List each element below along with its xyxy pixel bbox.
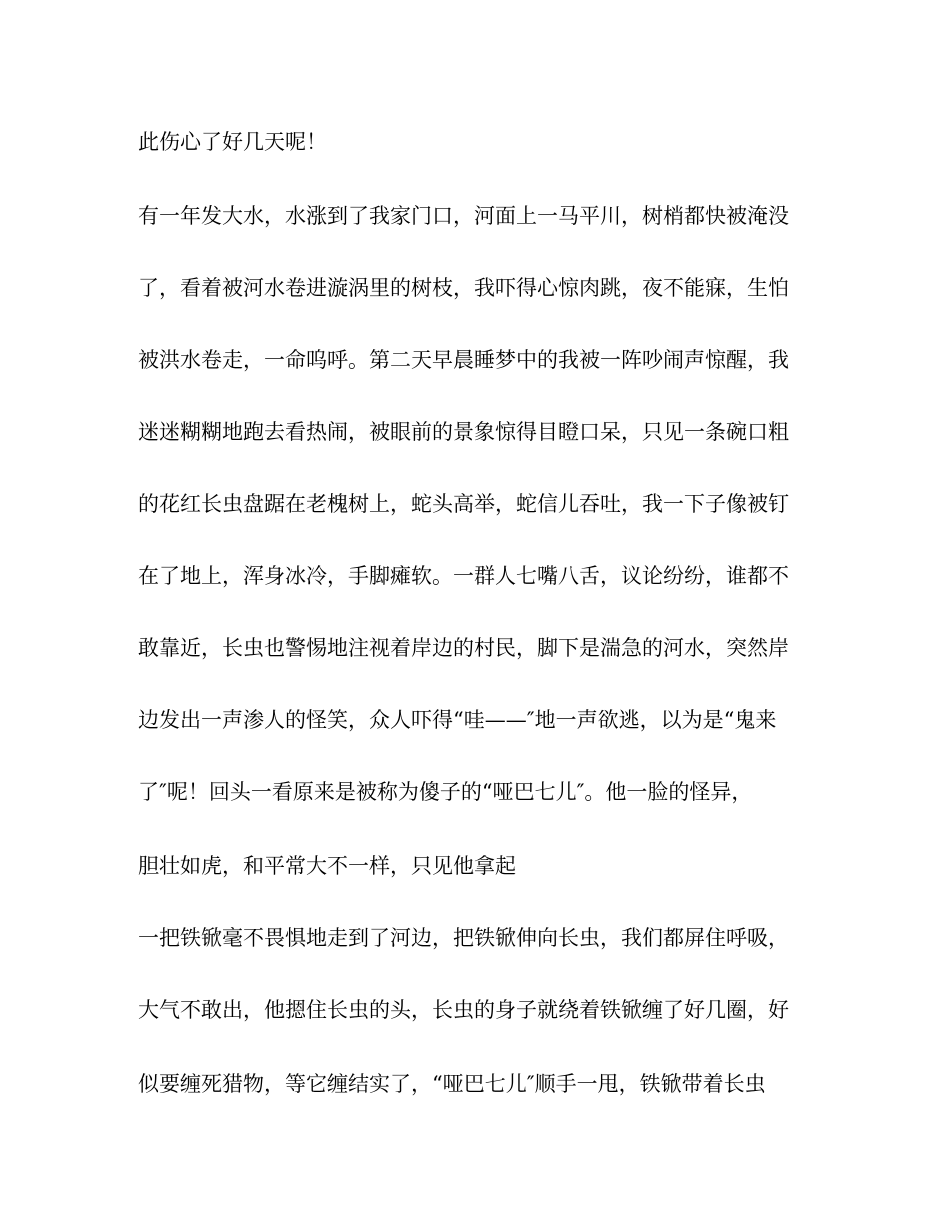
text-line: 的花红长虫盘踞在老槐树上，蛇头高举，蛇信儿吞吐，我一下子像被钉 bbox=[138, 492, 789, 516]
text-line: 此伤心了好几天呢！ bbox=[138, 130, 327, 154]
text-line: 迷迷糊糊地跑去看热闹，被眼前的景象惊得目瞪口呆，只见一条碗口粗 bbox=[138, 420, 789, 444]
text-line: 了，看着被河水卷进漩涡里的树枝，我吓得心惊肉跳，夜不能寐，生怕 bbox=[138, 276, 789, 300]
text-line: 了″呢！回头一看原来是被称为傻子的“哑巴七儿″。他一脸的怪异， bbox=[138, 780, 753, 804]
text-line: 似要缠死猎物，等它缠结实了，“哑巴七儿″顺手一甩，铁锨带着长虫 bbox=[138, 1072, 766, 1096]
text-line: 胆壮如虎，和平常大不一样，只见他拿起 bbox=[138, 854, 516, 878]
text-line: 大气不敢出，他摁住长虫的头，长虫的身子就绕着铁锨缠了好几圈，好 bbox=[138, 998, 789, 1022]
text-line: 被洪水卷走，一命呜呼。第二天早晨睡梦中的我被一阵吵闹声惊醒，我 bbox=[138, 348, 789, 372]
text-line: 敢靠近，长虫也警惕地注视着岸边的村民，脚下是湍急的河水，突然岸 bbox=[138, 636, 789, 660]
text-line: 一把铁锨毫不畏惧地走到了河边，把铁锨伸向长虫，我们都屏住呼吸， bbox=[138, 926, 789, 950]
text-line: 有一年发大水，水涨到了我家门口，河面上一马平川，树梢都快被淹没 bbox=[138, 204, 789, 228]
text-line: 在了地上，浑身冰冷，手脚瘫软。一群人七嘴八舌，议论纷纷，谁都不 bbox=[138, 564, 789, 588]
text-line: 边发出一声渗人的怪笑，众人吓得“哇——″地一声欲逃，以为是“鬼来 bbox=[138, 708, 777, 732]
